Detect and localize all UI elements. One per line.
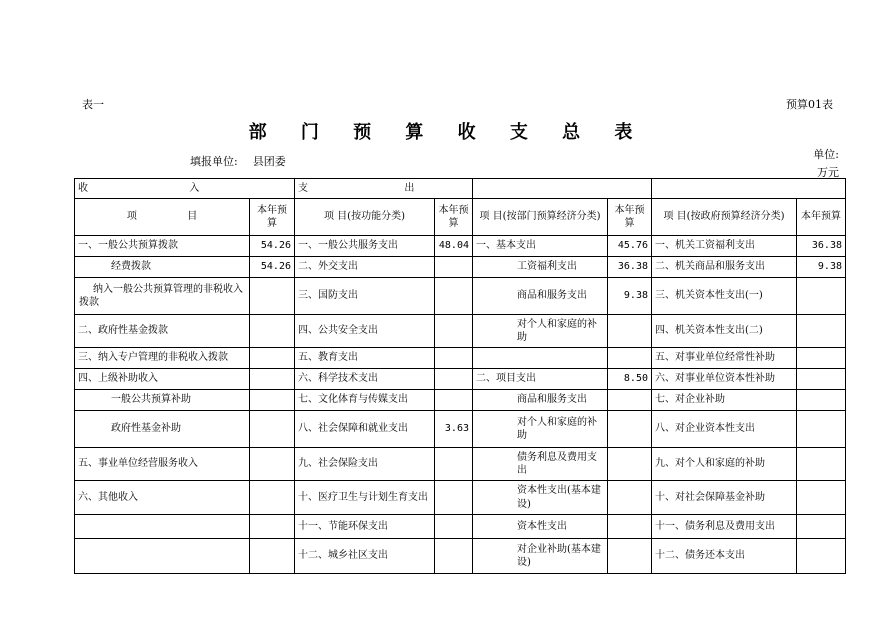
dept-econ-item: 对个人和家庭的补助 — [473, 411, 608, 448]
reporting-unit-label: 填报单位: — [190, 155, 238, 168]
gov-econ-amount — [797, 278, 846, 315]
func-amount — [435, 348, 473, 369]
gov-econ-amount — [797, 369, 846, 390]
func-item: 十、医疗卫生与计划生育支出 — [295, 481, 435, 515]
income-amount — [250, 448, 295, 481]
table-number: 表一 — [82, 98, 104, 111]
table-row — [75, 236, 846, 257]
income-amount: 54.26 — [250, 257, 295, 278]
func-amount — [435, 278, 473, 315]
money-unit-label: 单位: — [813, 148, 839, 161]
gov-econ-item: 一、机关工资福利支出 — [652, 236, 797, 257]
func-item: 四、公共安全支出 — [295, 315, 435, 348]
reporting-unit — [190, 153, 286, 169]
func-amount — [435, 369, 473, 390]
income-amount — [250, 515, 295, 539]
budget-summary-table — [74, 178, 846, 574]
gov-econ-amount — [797, 315, 846, 348]
func-amount — [435, 315, 473, 348]
func-item: 七、文化体育与传媒支出 — [295, 390, 435, 411]
income-item: 六、其他收入 — [75, 481, 250, 515]
gov-econ-item: 五、对事业单位经常性补助 — [652, 348, 797, 369]
func-item: 三、国防支出 — [295, 278, 435, 315]
col-header-item: 项 目 — [75, 199, 250, 236]
table-row — [75, 448, 846, 481]
gov-econ-item: 十二、债务还本支出 — [652, 539, 797, 574]
gov-econ-item: 十一、债务利息及费用支出 — [652, 515, 797, 539]
gov-econ-item: 二、机关商品和服务支出 — [652, 257, 797, 278]
dept-econ-amount — [608, 448, 652, 481]
gov-econ-amount: 36.38 — [797, 236, 846, 257]
expense-section-header: 支 出 — [295, 179, 473, 199]
func-item: 五、教育支出 — [295, 348, 435, 369]
income-item: 一、一般公共预算拨款 — [75, 236, 250, 257]
func-item: 十二、城乡社区支出 — [295, 539, 435, 574]
gov-econ-item: 七、对企业补助 — [652, 390, 797, 411]
table-row — [75, 369, 846, 390]
dept-econ-item: 对企业补助(基本建设) — [473, 539, 608, 574]
func-amount — [435, 515, 473, 539]
gov-econ-amount — [797, 411, 846, 448]
income-item: 纳入一般公共预算管理的非税收入拨款 — [75, 278, 250, 315]
table-row — [75, 278, 846, 315]
dept-econ-item — [473, 348, 608, 369]
income-amount — [250, 348, 295, 369]
dept-econ-item: 资本性支出 — [473, 515, 608, 539]
table-row — [75, 257, 846, 278]
dept-econ-amount — [608, 481, 652, 515]
gov-econ-item: 九、对个人和家庭的补助 — [652, 448, 797, 481]
gov-econ-amount — [797, 515, 846, 539]
dept-econ-item: 一、基本支出 — [473, 236, 608, 257]
gov-econ-item: 六、对事业单位资本性补助 — [652, 369, 797, 390]
table-row — [75, 390, 846, 411]
dept-econ-amount: 36.38 — [608, 257, 652, 278]
gov-econ-item: 十、对社会保障基金补助 — [652, 481, 797, 515]
income-amount — [250, 369, 295, 390]
func-amount: 3.63 — [435, 411, 473, 448]
income-amount — [250, 539, 295, 574]
dept-econ-item: 对个人和家庭的补助 — [473, 315, 608, 348]
income-item: 四、上级补助收入 — [75, 369, 250, 390]
gov-econ-amount — [797, 448, 846, 481]
empty-header-cell — [473, 179, 652, 199]
dept-econ-amount — [608, 348, 652, 369]
dept-econ-item: 二、项目支出 — [473, 369, 608, 390]
func-item: 十一、节能环保支出 — [295, 515, 435, 539]
gov-econ-amount — [797, 348, 846, 369]
dept-econ-amount — [608, 411, 652, 448]
col-header-gov-econ: 项 目(按政府预算经济分类) — [652, 199, 797, 236]
dept-econ-amount: 8.50 — [608, 369, 652, 390]
dept-econ-amount — [608, 315, 652, 348]
gov-econ-amount — [797, 481, 846, 515]
table-row — [75, 315, 846, 348]
col-header-amount: 本年预算 — [608, 199, 652, 236]
func-amount — [435, 539, 473, 574]
reporting-unit-name: 县团委 — [252, 155, 286, 168]
dept-econ-amount — [608, 539, 652, 574]
income-amount — [250, 481, 295, 515]
table-row — [75, 539, 846, 574]
gov-econ-item: 四、机关资本性支出(二) — [652, 315, 797, 348]
gov-econ-item: 三、机关资本性支出(一) — [652, 278, 797, 315]
func-item: 二、外交支出 — [295, 257, 435, 278]
form-code: 预算01表 — [786, 98, 833, 111]
income-item: 经费拨款 — [75, 257, 250, 278]
income-item: 政府性基金补助 — [75, 411, 250, 448]
table-row — [75, 515, 846, 539]
page-title: 部 门 预 算 收 支 总 表 — [248, 122, 647, 143]
column-header-row — [75, 199, 846, 236]
func-amount — [435, 481, 473, 515]
func-item: 六、科学技术支出 — [295, 369, 435, 390]
func-item: 八、社会保障和就业支出 — [295, 411, 435, 448]
income-amount — [250, 411, 295, 448]
dept-econ-item: 商品和服务支出 — [473, 278, 608, 315]
table-row — [75, 348, 846, 369]
income-amount — [250, 278, 295, 315]
income-item: 一般公共预算补助 — [75, 390, 250, 411]
dept-econ-amount: 9.38 — [608, 278, 652, 315]
col-header-amount: 本年预算 — [250, 199, 295, 236]
dept-econ-amount: 45.76 — [608, 236, 652, 257]
func-amount — [435, 257, 473, 278]
income-item: 五、事业单位经营服务收入 — [75, 448, 250, 481]
dept-econ-item: 债务利息及费用支出 — [473, 448, 608, 481]
dept-econ-item: 资本性支出(基本建设) — [473, 481, 608, 515]
dept-econ-item: 商品和服务支出 — [473, 390, 608, 411]
gov-econ-amount — [797, 539, 846, 574]
empty-header-cell — [652, 179, 846, 199]
income-section-header: 收 入 — [75, 179, 295, 199]
gov-econ-amount: 9.38 — [797, 257, 846, 278]
func-amount — [435, 390, 473, 411]
gov-econ-amount — [797, 390, 846, 411]
section-header-row — [75, 179, 846, 199]
dept-econ-amount — [608, 515, 652, 539]
col-header-dept-econ: 项 目(按部门预算经济分类) — [473, 199, 608, 236]
income-item — [75, 515, 250, 539]
income-amount: 54.26 — [250, 236, 295, 257]
gov-econ-item: 八、对企业资本性支出 — [652, 411, 797, 448]
dept-econ-amount — [608, 390, 652, 411]
col-header-amount: 本年预算 — [435, 199, 473, 236]
income-item — [75, 539, 250, 574]
income-amount — [250, 315, 295, 348]
income-amount — [250, 390, 295, 411]
func-item: 一、一般公共服务支出 — [295, 236, 435, 257]
income-item: 三、纳入专户管理的非税收入拨款 — [75, 348, 250, 369]
table-row — [75, 411, 846, 448]
income-item: 二、政府性基金拨款 — [75, 315, 250, 348]
col-header-amount: 本年预算 — [797, 199, 846, 236]
func-amount — [435, 448, 473, 481]
dept-econ-item: 工资福利支出 — [473, 257, 608, 278]
func-item: 九、社会保险支出 — [295, 448, 435, 481]
money-unit-value: 万元 — [817, 166, 839, 179]
func-amount: 48.04 — [435, 236, 473, 257]
col-header-func: 项 目(按功能分类) — [295, 199, 435, 236]
table-row — [75, 481, 846, 515]
